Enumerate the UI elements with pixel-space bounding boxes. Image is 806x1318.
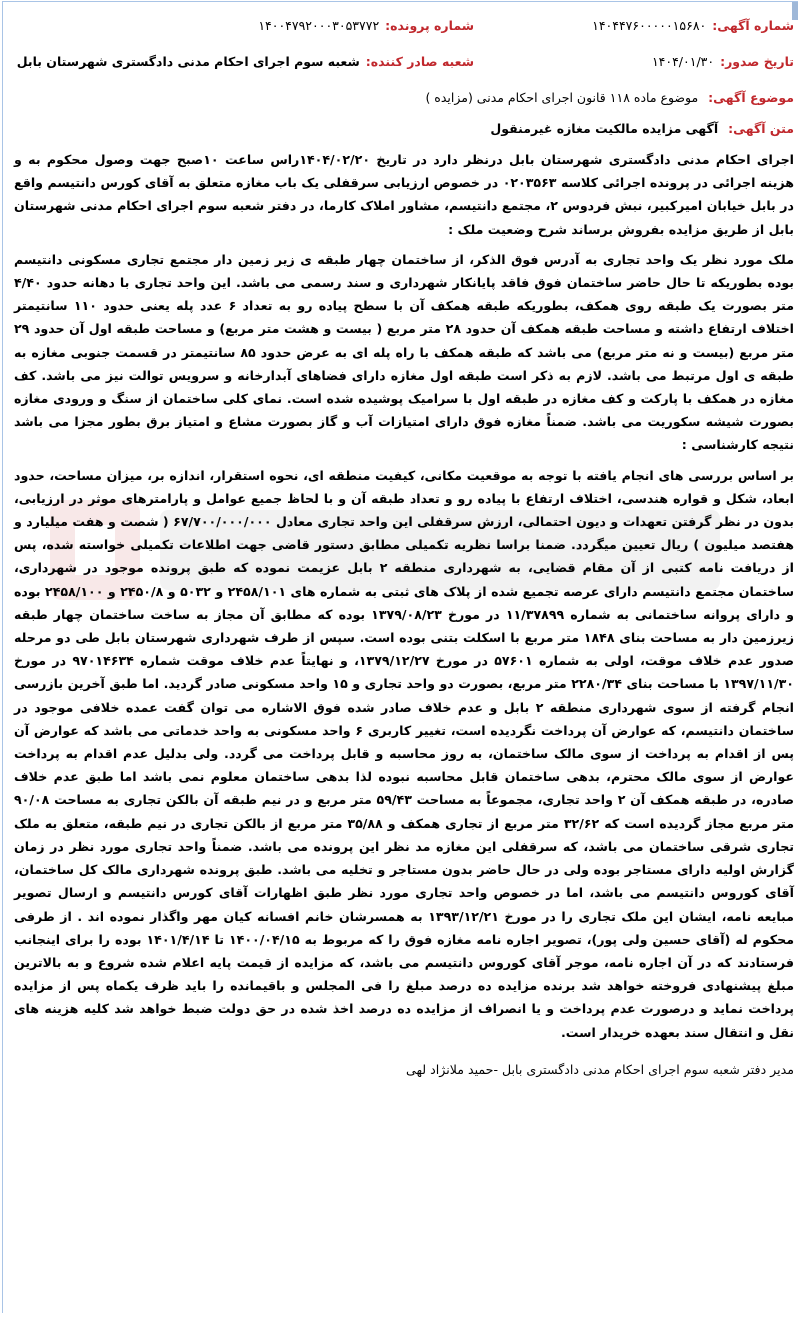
document-content: [14, 18, 794, 1088]
ad-text-label: متن آگهی:: [728, 121, 794, 136]
body-paragraph-property: ملک مورد نظر یک واحد تجاری به آدرس فوق الذکر، از ساختمان چهار طبقه ی زیر زمین دار مجتمع تجاری مسکونی دانتیسم بوده بطوریکه تا حال حاضر ساختمان فوق فاقد پایانکار شهرداری و سند رسمی می باشد. این واحد تجاری با دهانه حدود ۴/۴۰ متر بصورت یک طبقه روی همکف، بطوریکه طبقه همکف آن با سطح پیاده رو به تعداد ۶ عدد پله یعنی حدود ۱۱۰ سانتیمتر اختلاف ارتفاع داشته و مساحت طبقه همکف آن حدود ۲۸ متر مربع ( بیست و هشت متر مربع) و مساحت طبقه اول آن حدود ۲۹ متر مربع (بیست و نه متر مربع) می باشد که طبقه همکف با راه پله ای به عرض حدود ۸۵ سانتیمتر در قسمت جنوبی مغازه به طبقه ی اول مرتبط می باشد. لازم به ذکر است طبقه اول مغازه دارای فضاهای آبدارخانه و سرویس توالت نیز می باشد. کف مغازه در همکف با پارکت و کف مغازه در طبقه اول با سرامیک پوشیده شده است. نمای کلی ساختمان از سنگ و ورودی مغازه بصورت شیشه سکوریت می باشد. ضمناً مغازه فوق دارای امتیازات آب و گاز بصورت مشاع و امتیاز برق بطور مجزا می باشد نتیجه کارشناسی :: [14, 251, 794, 453]
case-number: [14, 18, 594, 33]
ad-text-row: [14, 121, 794, 136]
issue-date-label: تاریخ صدور:: [720, 54, 794, 69]
ad-number: [594, 18, 794, 33]
meta-row-1: [14, 18, 794, 36]
ad-text-value: آگهی مزایده مالکیت مغازه غیرمنقول: [490, 121, 719, 136]
issue-date-value: ۱۴۰۴/۰۱/۳۰: [651, 54, 715, 69]
issue-date: [594, 54, 794, 69]
body-paragraph-assessment: بر اساس بررسی های انجام یافته با توجه به موقعیت مکانی، کیفیت منطقه ای، نحوه استقرار، اندازه بر، میزان مساحت، حدود ابعاد، شکل و قواره هندسی، اختلاف ارتفاع با پیاده رو و تعداد طبقه آن و با لحاظ جمیع عوامل و پارامترهای موثر در ارزیابی، بدون در نظر گرفتن تعهدات و دیون احتمالی، ارزش سرقفلی این واحد تجاری معادل ۶۷/۷۰۰/۰۰۰/۰۰۰ ( شصت و هفت میلیارد و هفتصد میلیون ) ریال تعیین میگردد. ضمنا براسا نظریه تکمیلی مطابق دستور قاضی جهت اطلاعات تکمیلی خواسته شده، پس از دریافت نامه کتبی از آن مقام قضایی، به شهرداری منطقه ۲ بابل عزیمت نموده که طبق پرونده موجود در شهرداری، ساختمان مجتمع دانتیسم دارای عرصه تجمیع شده از پلاک های ثبتی به شماره های ۲۴۵۸/۱۰۱ و ۵۰۳۲ و ۲۴۵۰/۸ و ۲۴۵۸/۱۰۰ بوده و دارای پروانه ساختمانی به شماره ۱۱/۳۷۸۹۹ در مورخ ۱۳۷۹/۰۸/۲۳ بوده که مطابق آن مجاز به ساخت ساختمان چهار طبقه زیرزمین دار به مساحت بنای ۱۸۴۸ متر مربع با اسکلت بتنی بوده است. سپس از طرف شهرداری شهرستان بابل طی دو مرحله صدور عدم خلاف موقت، اولی به شماره ۵۷۶۰۱ در مورخ ۱۳۷۹/۱۲/۲۷، و نهایتاً عدم خلاف موقت شماره ۹۷۰۱۴۶۳۴ در مورخ ۱۳۹۷/۱۱/۳۰ با مساحت بنای ۲۲۸۰/۳۴ متر مربع، بصورت دو واحد تجاری و ۱۵ واحد مسکونی صادر گردید. اما طبق آخرین بازرسی انجام گرفته از سوی شهرداری منطقه ۲ بابل و عدم خلاف صادر شده فوق الاشاره می توان گفت عمده خلافی موجود در ساختمان دانتیسم، که عوارض آن پرداخت نگردیده است، تغییر کاربری ۶ واحد مسکونی به واحد خدماتی می باشد که عوارض آن پس از اقدام به پرداخت از سوی مالک ساختمان، به روز محاسبه و قابل پرداخت می گردد. ولی بدلیل عدم اقدام به پرداخت عوارض از سوی مالک محترم، بدهی ساختمان قابل محاسبه نبوده لذا بدهی ساختمان معلوم نمی باشد اما طبق عدم خلاف صادره، در طبقه همکف آن ۲ واحد تجاری، مجموعاً به مساحت ۵۹/۴۳ متر مربع و در نیم طبقه آن بالکن تجاری به مساحت ۹۰/۰۸ متر مربع مجاز گردیده است که ۳۲/۶۲ متر مربع از تجاری همکف و ۳۵/۸۸ متر مربع از بالکن تجاری در نیم طبقه، متعلق به ملک تجاری شرقی ساختمان می باشد، که سرقفلی این مغازه مد نظر این پرونده می باشد. ضمناً واحد تجاری مورد نظر در زمان گزارش اولیه دارای مستاجر بوده ولی در حال حاضر بدون مستاجر و تخلیه می باشد. طبق پرونده شهرداری مالک کل ساختمان، آقای کوروس دانتیسم می باشد، اما در خصوص واحد تجاری مورد نظر طبق اظهارات آقای کورس دانتیسم و ارسال تصویر مبایعه نامه، ایشان این ملک تجاری را در مورخ ۱۳۹۳/۱۲/۲۱ به همسرشان خانم افسانه کیان مهر واگذار نموده اند . از طرفی محکوم له (آقای حسین ولی پور)، تصویر اجاره نامه مغازه فوق را که مربوط به ۱۴۰۰/۰۴/۱۵ تا ۱۴۰۱/۴/۱۴ بوده را برای اینجانب فرستادند که در آن اجاره نامه، موجر آقای کوروس دانتیسم می باشد، که مزایده از قیمت پایه اعلام شده شروع و به بالاترین مبلغ پیشنهادی فروخته خواهد شد برنده مزایده ده درصد مبلغ را فی المجلس و باقیمانده را باید ظرف یکماه پس از مزایده پرداخت نماید و درصورت عدم پرداخت و یا انصراف از مزایده ده درصد اخذ شده در حق دولت ضبط خواهد شد کلیه هزینه های نقل و انتقال سند بعهده خریدار است.: [14, 467, 795, 1040]
meta-row-2: [14, 54, 794, 72]
case-number-label: شماره پرونده:: [385, 18, 474, 33]
issuer-value: شعبه سوم اجرای احکام مدنی دادگستری شهرستان بابل: [16, 54, 360, 69]
issuer-label: شعبه صادر کننده:: [365, 54, 474, 69]
topic-row: [14, 90, 794, 105]
signature: مدیر دفتر شعبه سوم اجرای احکام مدنی دادگستری بابل -حمید ملانژاد لهی: [406, 1061, 794, 1077]
ad-number-value: ۱۴۰۴۴۷۶۰۰۰۰۰۱۵۶۸۰: [592, 18, 707, 33]
issuer: [14, 54, 594, 69]
ad-number-label: شماره آگهی:: [712, 18, 794, 33]
topic-value: موضوع ماده ۱۱۸ قانون اجرای احکام مدنی (مزایده ): [425, 90, 699, 105]
topic-label: موضوع آگهی:: [708, 90, 794, 105]
body-paragraph-intro: اجرای احکام مدنی دادگستری شهرستان بابل درنظر دارد در تاریخ ۱۴۰۴/۰۲/۲۰راس ساعت ۱۰صبح جهت وصول محکوم به و هزینه اجرائی در پرونده اجرائی کلاسه ۰۲۰۳۵۶۳ در خصوص ارزیابی سرقفلی یک باب مغازه متعلق به آقای کورس دانتیسم واقع در بابل خیابان امیرکبیر، نبش فردوس ۲، مجتمع دانتیسم، مشاور املاک کارما، در دفتر شعبه سوم اجرای احکام مدنی شهرستان بابل از طریق مزایده بفروش برساند شرح وضعیت ملک :: [14, 152, 794, 237]
ad-body: [14, 148, 794, 1081]
case-number-value: ۱۴۰۰۴۷۹۲۰۰۰۳۰۵۳۷۷۲: [258, 18, 380, 33]
